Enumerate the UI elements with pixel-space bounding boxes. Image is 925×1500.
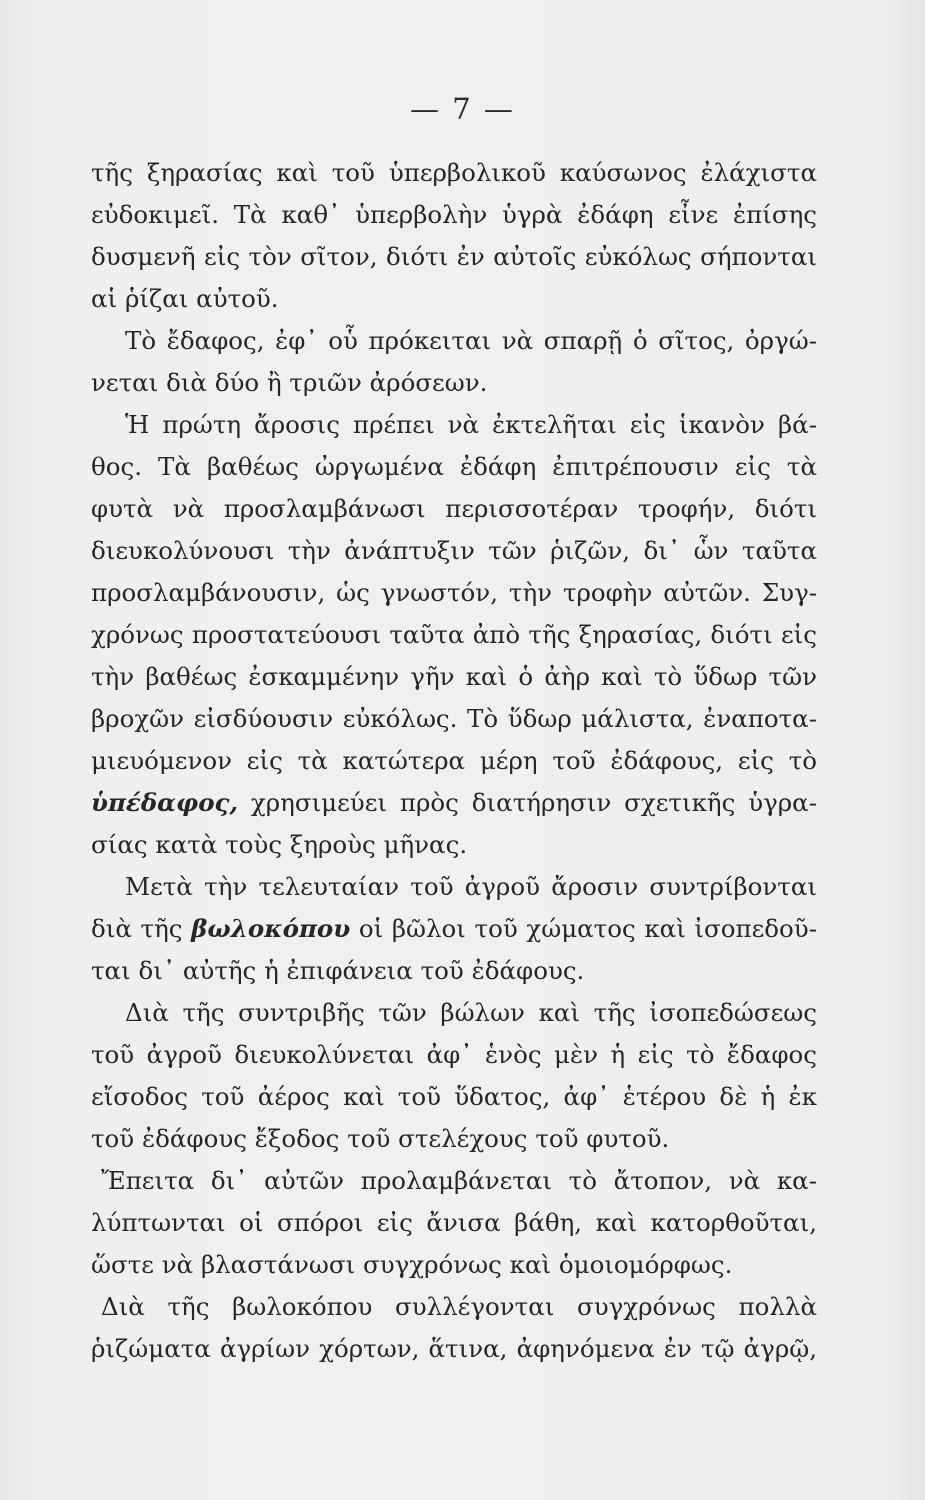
text-line: δυσμενῆ εἰς τὸν σῖτον, διότι ἐν αὐτοῖς εὐκόλως σήπονται [91, 242, 817, 271]
page-number: — 7 — [410, 92, 515, 126]
text-line-with-emphasis [91, 782, 817, 824]
text-line: μιευόμενον εἰς τὰ κατώτερα μέρη τοῦ ἐδάφους, εἰς τὸ [91, 746, 817, 775]
text-line: προσλαμβάνουσιν, ὡς γνωστόν, τὴν τροφὴν αὐτῶν. Συγ- [91, 578, 817, 607]
text-line: ὥστε νὰ βλαστάνωσι συγχρόνως καὶ ὁμοιομόρφως. [91, 1250, 733, 1279]
text-line: λύπτωνται οἱ σπόροι εἰς ἄνισα βάθη, καὶ κατορθοῦται, [91, 1208, 817, 1237]
text-line: σίας κατὰ τοὺς ξηροὺς μῆνας. [91, 830, 468, 859]
text-fragment: χρησιμεύει πρὸς διατήρησιν σχετικῆς ὑγρα- [250, 788, 817, 817]
text-line: Διὰ τῆς βωλοκόπου συλλέγονται συγχρόνως πολλὰ [101, 1292, 817, 1321]
text-line: τὴν βαθέως ἐσκαμμένην γῆν καὶ ὁ ἀὴρ καὶ τὸ ὕδωρ τῶν [91, 662, 817, 691]
text-line: φυτὰ νὰ προσλαμβάνωσι περισσοτέραν τροφήν, διότι [91, 494, 817, 523]
text-line: νεται διὰ δύο ἢ τριῶν ἀρόσεων. [91, 368, 488, 397]
text-line: Τὸ ἔδαφος, ἐφ᾽ οὗ πρόκειται νὰ σπαρῇ ὁ σῖτος, ὀργώ- [125, 326, 817, 355]
text-line: βροχῶν εἰσδύουσιν εὐκόλως. Τὸ ὕδωρ μάλιστα, ἐναποτα- [91, 704, 817, 733]
body-text [91, 152, 817, 1370]
text-line-with-emphasis [91, 908, 817, 950]
text-fragment: διὰ τῆς [91, 914, 183, 943]
text-line: θος. Τὰ βαθέως ὠργωμένα ἐδάφη ἐπιτρέπουσιν εἰς τὰ [91, 452, 817, 481]
text-line: τοῦ ἀγροῦ διευκολύνεται ἀφ᾽ ἑνὸς μὲν ἡ εἰς τὸ ἔδαφος [91, 1040, 817, 1069]
text-line: αἱ ῥίζαι αὐτοῦ. [91, 284, 279, 313]
text-line: Ἡ πρώτη ἄροσις πρέπει νὰ ἐκτελῆται εἰς ἱκανὸν βά- [125, 410, 817, 439]
text-line: Ἔπειτα δι᾽ αὐτῶν προλαμβάνεται τὸ ἄτοπον, νὰ κα- [101, 1166, 817, 1195]
text-line: ῥιζώματα ἀγρίων χόρτων, ἅτινα, ἀφηνόμενα ἐν τῷ ἀγρῷ, [91, 1334, 817, 1363]
emphasis-term: βωλοκόπου [191, 914, 351, 943]
text-line: Μετὰ τὴν τελευταίαν τοῦ ἀγροῦ ἄροσιν συντρίβονται [125, 872, 817, 901]
text-line: τοῦ ἐδάφους ἔξοδος τοῦ στελέχους τοῦ φυτοῦ. [91, 1124, 670, 1153]
emphasis-term: ὑπέδαφος, [91, 788, 238, 817]
text-line: Διὰ τῆς συντριβῆς τῶν βώλων καὶ τῆς ἰσοπεδώσεως [125, 998, 817, 1027]
text-fragment: οἱ βῶλοι τοῦ χώματος καὶ ἰσοπεδοῦ- [358, 914, 817, 943]
text-line: χρόνως προστατεύουσι ταῦτα ἀπὸ τῆς ξηρασίας, διότι εἰς [91, 620, 817, 649]
text-line: εἴσοδος τοῦ ἀέρος καὶ τοῦ ὕδατος, ἀφ᾽ ἑτέρου δὲ ἡ ἐκ [91, 1082, 817, 1111]
text-line: τῆς ξηρασίας καὶ τοῦ ὑπερβολικοῦ καύσωνος ἐλάχιστα [91, 158, 817, 187]
text-line: ται δι᾽ αὐτῆς ἡ ἐπιφάνεια τοῦ ἐδάφους. [91, 956, 585, 985]
text-line: εὐδοκιμεῖ. Τὰ καθ᾽ ὑπερβολὴν ὑγρὰ ἐδάφη εἶνε ἐπίσης [91, 200, 817, 229]
text-line: διευκολύνουσι τὴν ἀνάπτυξιν τῶν ῥιζῶν, δι᾽ ὧν ταῦτα [91, 536, 817, 565]
